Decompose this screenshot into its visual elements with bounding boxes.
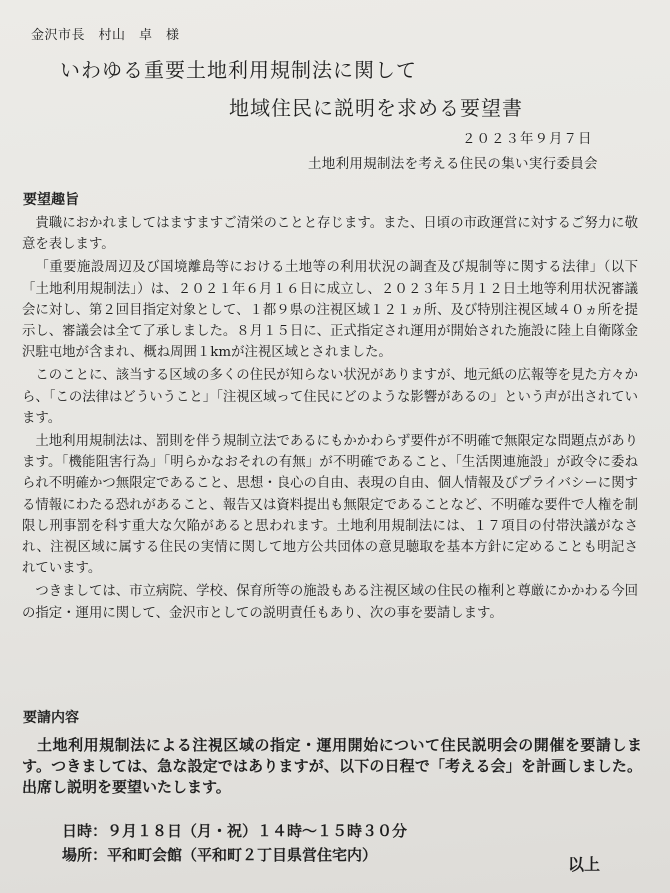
- title-line-1: いわゆる重要土地利用規制法に関して: [60, 58, 417, 82]
- paragraph: 「重要施設周辺及び国境離島等における土地等の利用状況の調査及び規制等に関する法律」（以下「土地利用規制法」）は、２０２１年６月１６日に成立し、２０２３年５月１２日土地等利用状況審議会に対し、第２回目指定対象として、１都９県の注視区域１２１ヵ所、及び特別注視区域４０ヵ所を提示し、審議会は全て了承しました。８月１５日に、正式指定され運用が開始された施設に陸上自衛隊金沢駐屯地が含まれ、概ね周囲１kmが注視区域とされました。: [22, 260, 638, 361]
- request-paragraph: 土地利用規制法による注視区域の指定・運用開始について住民説明会の開催を要請します。つきましては、急な設定ではありますが、以下の日程で「考える会」を計画しました。出席し説明を要望いたします。: [22, 736, 642, 796]
- organization-name: 土地利用規制法を考える住民の集い実行委員会: [308, 156, 598, 172]
- document-date: ２０２３年９月７日: [462, 131, 593, 147]
- title-line-2: 地域住民に説明を求める要望書: [229, 96, 523, 120]
- schedule-datetime: 日時：９月１８日（月・祝）１４時～１５時３０分: [62, 822, 408, 840]
- closing-mark: 以上: [568, 855, 601, 874]
- paragraph: 貴職におかれましてはますますご清栄のことと存じます。また、日頃の市政運営に対するご努力に敬意を表します。: [22, 216, 638, 253]
- purpose-body: [22, 213, 638, 626]
- request-body: [22, 735, 642, 798]
- section-heading-request: 要請内容: [23, 710, 79, 726]
- addressee: 金沢市長 村山 卓 様: [31, 28, 180, 43]
- schedule-place: 場所：平和町会館（平和町２丁目県営住宅内）: [62, 846, 378, 864]
- paragraph: このことに、該当する区域の多くの住民が知らない状況がありますが、地元紙の広報等を見た方々から、「この法律はどういうこと」「注視区域って住民にどのような影響があるの」という声が出されています。: [22, 368, 638, 426]
- paragraph: つきましては、市立病院、学校、保育所等の施設もある注視区域の住民の権利と尊厳にかかわる今回の指定・運用に関して、金沢市としての説明責任もあり、次の事を要請します。: [22, 584, 638, 621]
- section-heading-purpose: 要望趣旨: [23, 192, 79, 208]
- paragraph: 土地利用規制法は、罰則を伴う規制立法であるにもかかわらず要件が不明確で無限定な問題点があります。「機能阻害行為」「明らかなおそれの有無」が不明確であること、「生活関連施設」が政令に委ねられ不明確かつ無限定であること、思想・良心の自由、表現の自由、個人情報及びプライバシーに関する情報にわたる恐れがあること、報告又は資料提出も無限定であることなど、不明確な要件で人権を制限し刑事罰を科す重大な欠陥があると思われます。土地利用規制法には、１７項目の付帯決議がなされ、注視区域に属する住民の実情に関して地方公共団体の意見聴取を基本方針に定めることも明記されています。: [22, 434, 638, 577]
